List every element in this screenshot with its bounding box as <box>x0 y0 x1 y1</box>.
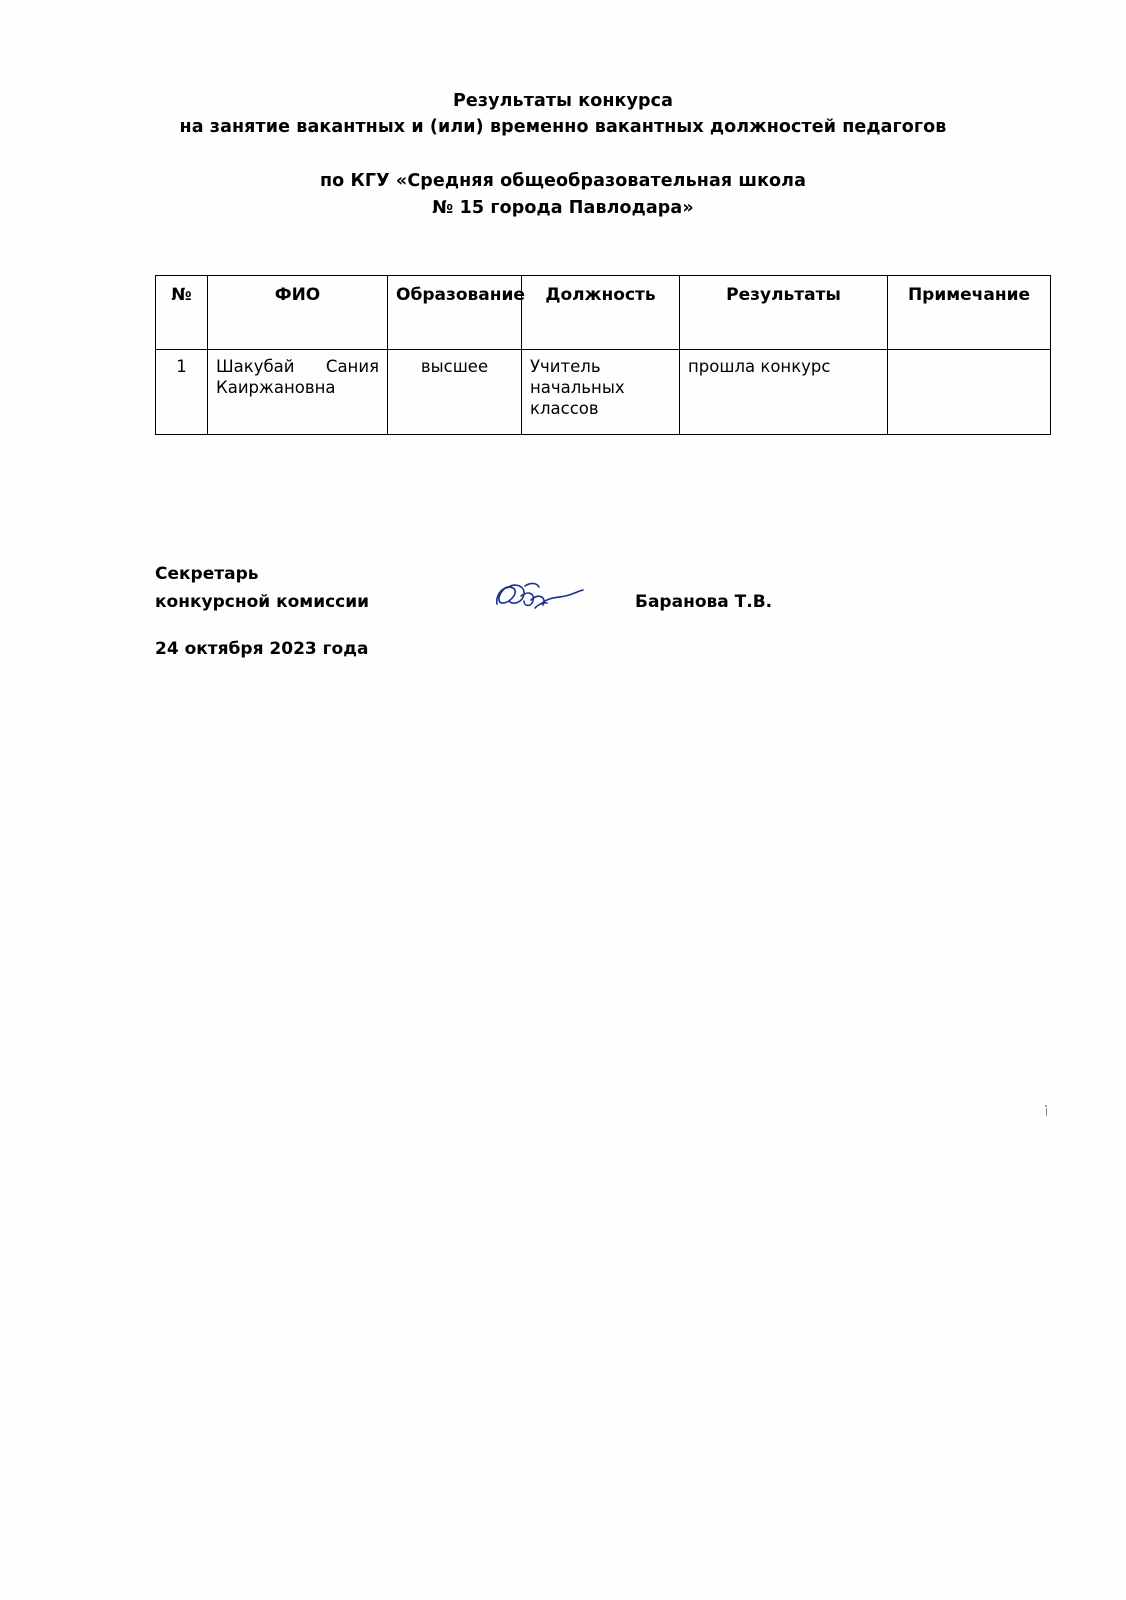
page-title-line-1: Результаты конкурса <box>452 91 674 111</box>
column-header-position: Должность <box>522 276 680 350</box>
signature-role <box>155 560 485 616</box>
signature-role-line-2: конкурсной комиссии <box>155 592 370 612</box>
cell-note <box>888 350 1051 435</box>
results-table <box>155 275 1051 435</box>
column-header-fio: ФИО <box>208 276 388 350</box>
table-header-row <box>156 276 1051 350</box>
column-header-note: Примечание <box>888 276 1051 350</box>
column-header-results: Результаты <box>680 276 888 350</box>
page-subtitle-line-1: по КГУ «Средняя общеобразовательная школа <box>319 171 807 191</box>
signature-role-line-1: Секретарь <box>155 564 259 584</box>
page-subtitle <box>0 168 1126 222</box>
handwritten-signature-icon <box>491 574 621 624</box>
page-subtitle-line-2: № 15 города Павлодара» <box>432 198 694 218</box>
cell-position: Учитель начальных классов <box>522 350 680 435</box>
scan-speck <box>1046 1108 1047 1116</box>
cell-fio-line-2: Каиржановна <box>216 378 336 397</box>
cell-fio <box>208 350 388 435</box>
cell-fio-line-1: Шакубай Сания <box>216 357 379 376</box>
scan-speck <box>1045 1105 1047 1107</box>
column-header-education: Образование <box>388 276 522 350</box>
signature-date: 24 октября 2023 года <box>155 639 369 659</box>
cell-results: прошла конкурс <box>680 350 888 435</box>
page-title <box>0 88 1126 140</box>
table-row <box>156 350 1051 435</box>
signature-name: Баранова Т.В. <box>635 592 773 612</box>
cell-education: высшее <box>388 350 522 435</box>
column-header-number: № <box>156 276 208 350</box>
cell-number: 1 <box>156 350 208 435</box>
page-title-line-2: на занятие вакантных и (или) временно вакантных должностей педагогов <box>179 117 947 137</box>
